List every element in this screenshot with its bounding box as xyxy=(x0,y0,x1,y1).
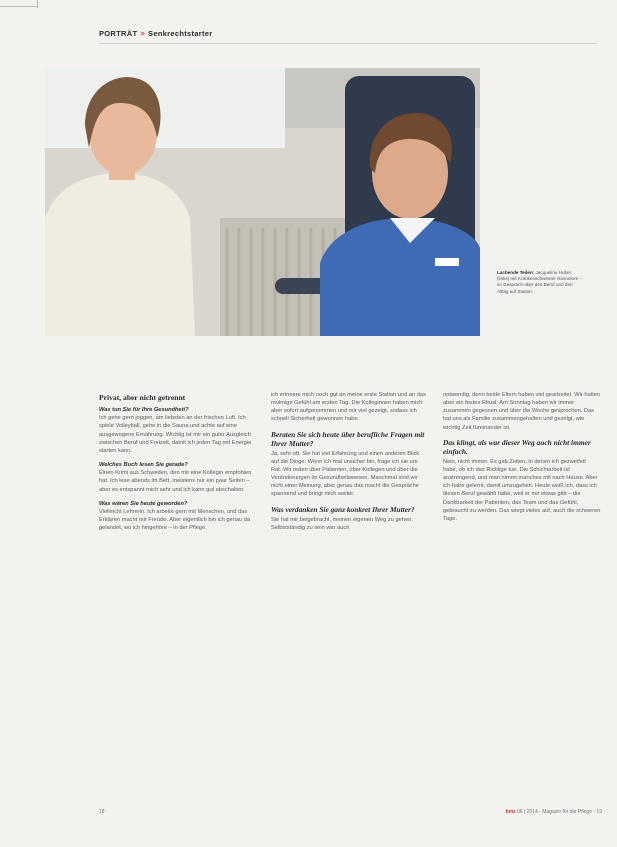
question: Welches Buch lesen Sie gerade? xyxy=(99,462,188,469)
caption-text: Jacqueline Huber (links) mit Krankenschwester Hannelore – im Gespräch über den Beruf und den Alltag auf Station. xyxy=(497,270,583,294)
answer: Einen Krimi aus Schweden, den mir eine Kollegin empfohlen hat. Ich lese abends im Bett, meistens nur ein paar Seiten – aber es entspannt mich sehr und ich kann gut abschalten. xyxy=(99,470,252,493)
paragraph: Ja, sehr oft. Sie hat viel Erfahrung und einen anderen Blick auf die Dinge. Wenn ich mal unsicher bin, frage ich sie um Rat. Wir reden über Patienten, über Kollegen und über die Veränderungen im Gesundheitswesen. Manchmal sind wir nicht einer Meinung, aber genau das macht die Gespräche spannend und bringt mich weiter. xyxy=(271,450,420,498)
photo-caption xyxy=(497,270,583,295)
question: Was tun Sie für Ihre Gesundheit? xyxy=(99,407,189,414)
footer-text: 06 | 2014 · Magazin für die Pflege · 19 xyxy=(517,809,602,815)
article-column-3 xyxy=(443,391,601,529)
interview-question: Das klingt, als war dieser Weg auch nicht immer einfach. xyxy=(443,437,591,456)
interview-question: Was verdanken Sie ganz konkret Ihrer Mutter? xyxy=(271,504,415,514)
corner-mark xyxy=(0,6,38,7)
separator: > xyxy=(140,29,146,38)
caption-lead: Lachende Teilen: xyxy=(497,270,535,275)
answer: Vielleicht Lehrerin. Ich arbeite gern mit Menschen, und das Erklären macht mir Freude. Aber eigentlich bin ich genau da gelandet, wo ich hingehöre – in der Pflege. xyxy=(99,508,251,532)
qa-block xyxy=(99,461,259,494)
section-topic: Senkrechtstarter xyxy=(148,29,213,38)
question: Was wären Sie heute geworden? xyxy=(99,500,188,507)
corner-mark xyxy=(37,0,38,8)
answer: Ich gehe gern joggen, am liebsten an der frischen Luft. Ich spiele Volleyball, gehe in die Sauna und achte auf eine ausgewogene Ernährung. Wichtig ist mir ein guter Ausgleich zwischen Beruf und Freizeit, damit ich jeden Tag mit Energie starten kann. xyxy=(99,415,252,454)
footer-brand: bmz xyxy=(505,809,516,815)
section-header xyxy=(99,29,212,38)
article-column-2 xyxy=(271,391,428,538)
page-number: 18 xyxy=(99,809,105,815)
photo-illustration xyxy=(45,68,480,336)
qa-block xyxy=(99,500,259,533)
section-label: PORTRÄT xyxy=(99,29,138,38)
page-footer xyxy=(506,809,602,815)
article-column-1 xyxy=(99,394,259,538)
paragraph: Sie hat mir beigebracht, meinen eigenen Weg zu gehen. Selbstständig zu sein war auch xyxy=(271,516,413,531)
paragraph: ich erinnere mich noch gut an meine erste Station und an das mulmige Gefühl am ersten Tag. Die Kolleginnen haben mich aber sofort aufgenommen und mir viel gezeigt, sodass ich schnell Sicherheit gewonnen habe. xyxy=(271,392,426,423)
article-photo xyxy=(45,68,480,336)
paragraph: notwendig, denn beide Eltern haben viel gearbeitet. Wir hatten aber ein festes Ritual: Am Sonntag haben wir immer zusammen gegessen und über die Woche gesprochen. Das hat uns als Familie zusammengehalten und gezeigt, wie wichtig Zeit füreinander ist. xyxy=(443,392,601,431)
column-subheading: Privat, aber nicht getrennt xyxy=(99,393,186,402)
interview-question: Beraten Sie sich heute über berufliche Fragen mit Ihrer Mutter? xyxy=(271,429,425,448)
paragraph: Nein, nicht immer. Es gab Zeiten, in denen ich gezweifelt habe, ob ich das Richtige tue. Die Schichtarbeit ist anstrengend, und man nimmt manches mit nach Hause. Aber ich habe gelernt, damit umzugehen. Heute weiß ich, dass ich diesen Beruf gewählt habe, weil er mir etwas gibt – die Dankbarkeit der Patienten, das Team und das Gefühl, gebraucht zu werden. Das wiegt vieles auf, auch die schweren Tage. xyxy=(443,458,601,522)
qa-block xyxy=(99,406,259,455)
header-rule xyxy=(99,43,597,44)
